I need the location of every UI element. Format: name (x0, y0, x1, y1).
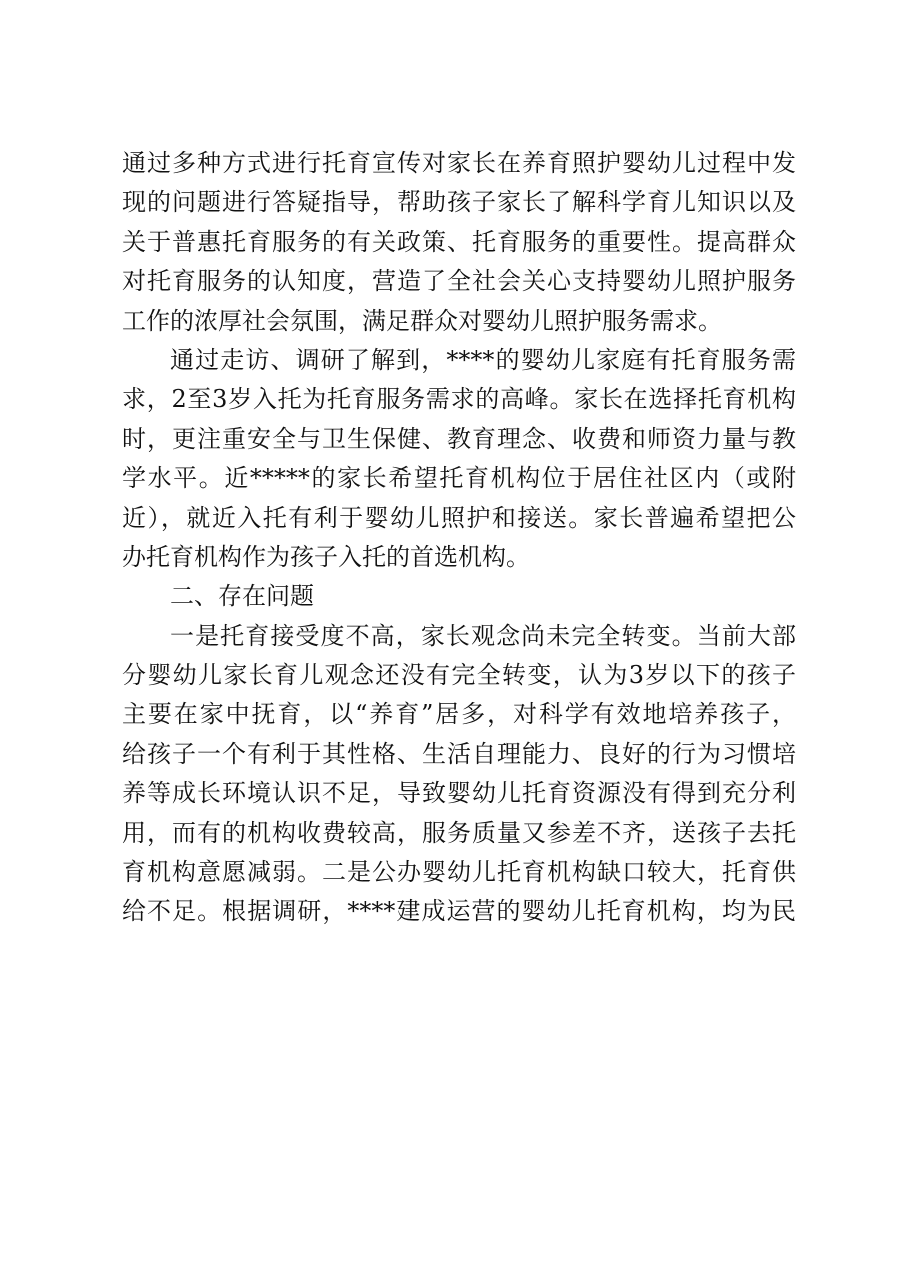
paragraph-line: 学水平。近*****的家长希望托育机构位于居住社区内（或附 (122, 464, 796, 493)
paragraph-line: 养等成长环境认识不足，导致婴幼儿托育资源没有得到充分利 (122, 779, 796, 808)
section-heading: 二、存在问题 (170, 582, 314, 611)
paragraph-line: 近），就近入托有利于婴幼儿照护和接送。家长普遍希望把公 (122, 503, 796, 532)
paragraph-line: 关于普惠托育服务的有关政策、托育服务的重要性。提高群众 (122, 227, 796, 256)
paragraph-problems (122, 617, 802, 932)
paragraph-line: 通过走访、调研了解到，****的婴幼儿家庭有托育服务需 (170, 345, 796, 374)
paragraph-line: 给不足。根据调研，****建成运营的婴幼儿托育机构，均为民 (122, 897, 796, 926)
paragraph-line: 时，更注重安全与卫生保健、教育理念、收费和师资力量与教 (122, 424, 796, 453)
paragraph-line: 育机构意愿减弱。二是公办婴幼儿托育机构缺口较大，托育供 (122, 858, 796, 887)
paragraph-line: 通过多种方式进行托育宣传对家长在养育照护婴幼儿过程中发 (122, 149, 796, 177)
paragraph-line: 主要在家中抚育，以“养育”居多，对科学有效地培养孩子， (122, 700, 796, 729)
paragraph-line: 工作的浓厚社会氛围，满足群众对婴幼儿照护服务需求。 (122, 306, 722, 335)
paragraph-line: 用，而有的机构收费较高，服务质量又参差不齐，送孩子去托 (122, 818, 796, 847)
paragraph-line: 办托育机构作为孩子入托的首选机构。 (122, 542, 530, 571)
paragraph-line: 对托育服务的认知度，营造了全社会关心支持婴幼儿照护服务 (122, 267, 796, 296)
paragraph-outreach (122, 144, 802, 341)
document-body (122, 144, 802, 932)
paragraph-line: 给孩子一个有利于其性格、生活自理能力、良好的行为习惯培 (122, 739, 796, 768)
paragraph-line: 求，2至3岁入托为托育服务需求的高峰。家长在选择托育机构 (122, 385, 796, 414)
paragraph-line: 现的问题进行答疑指导，帮助孩子家长了解科学育儿知识以及 (122, 188, 796, 217)
paragraph-line: 分婴幼儿家长育儿观念还没有完全转变，认为3岁以下的孩子 (122, 661, 796, 690)
paragraph-survey (122, 341, 802, 577)
paragraph-line: 一是托育接受度不高，家长观念尚未完全转变。当前大部 (170, 621, 796, 650)
